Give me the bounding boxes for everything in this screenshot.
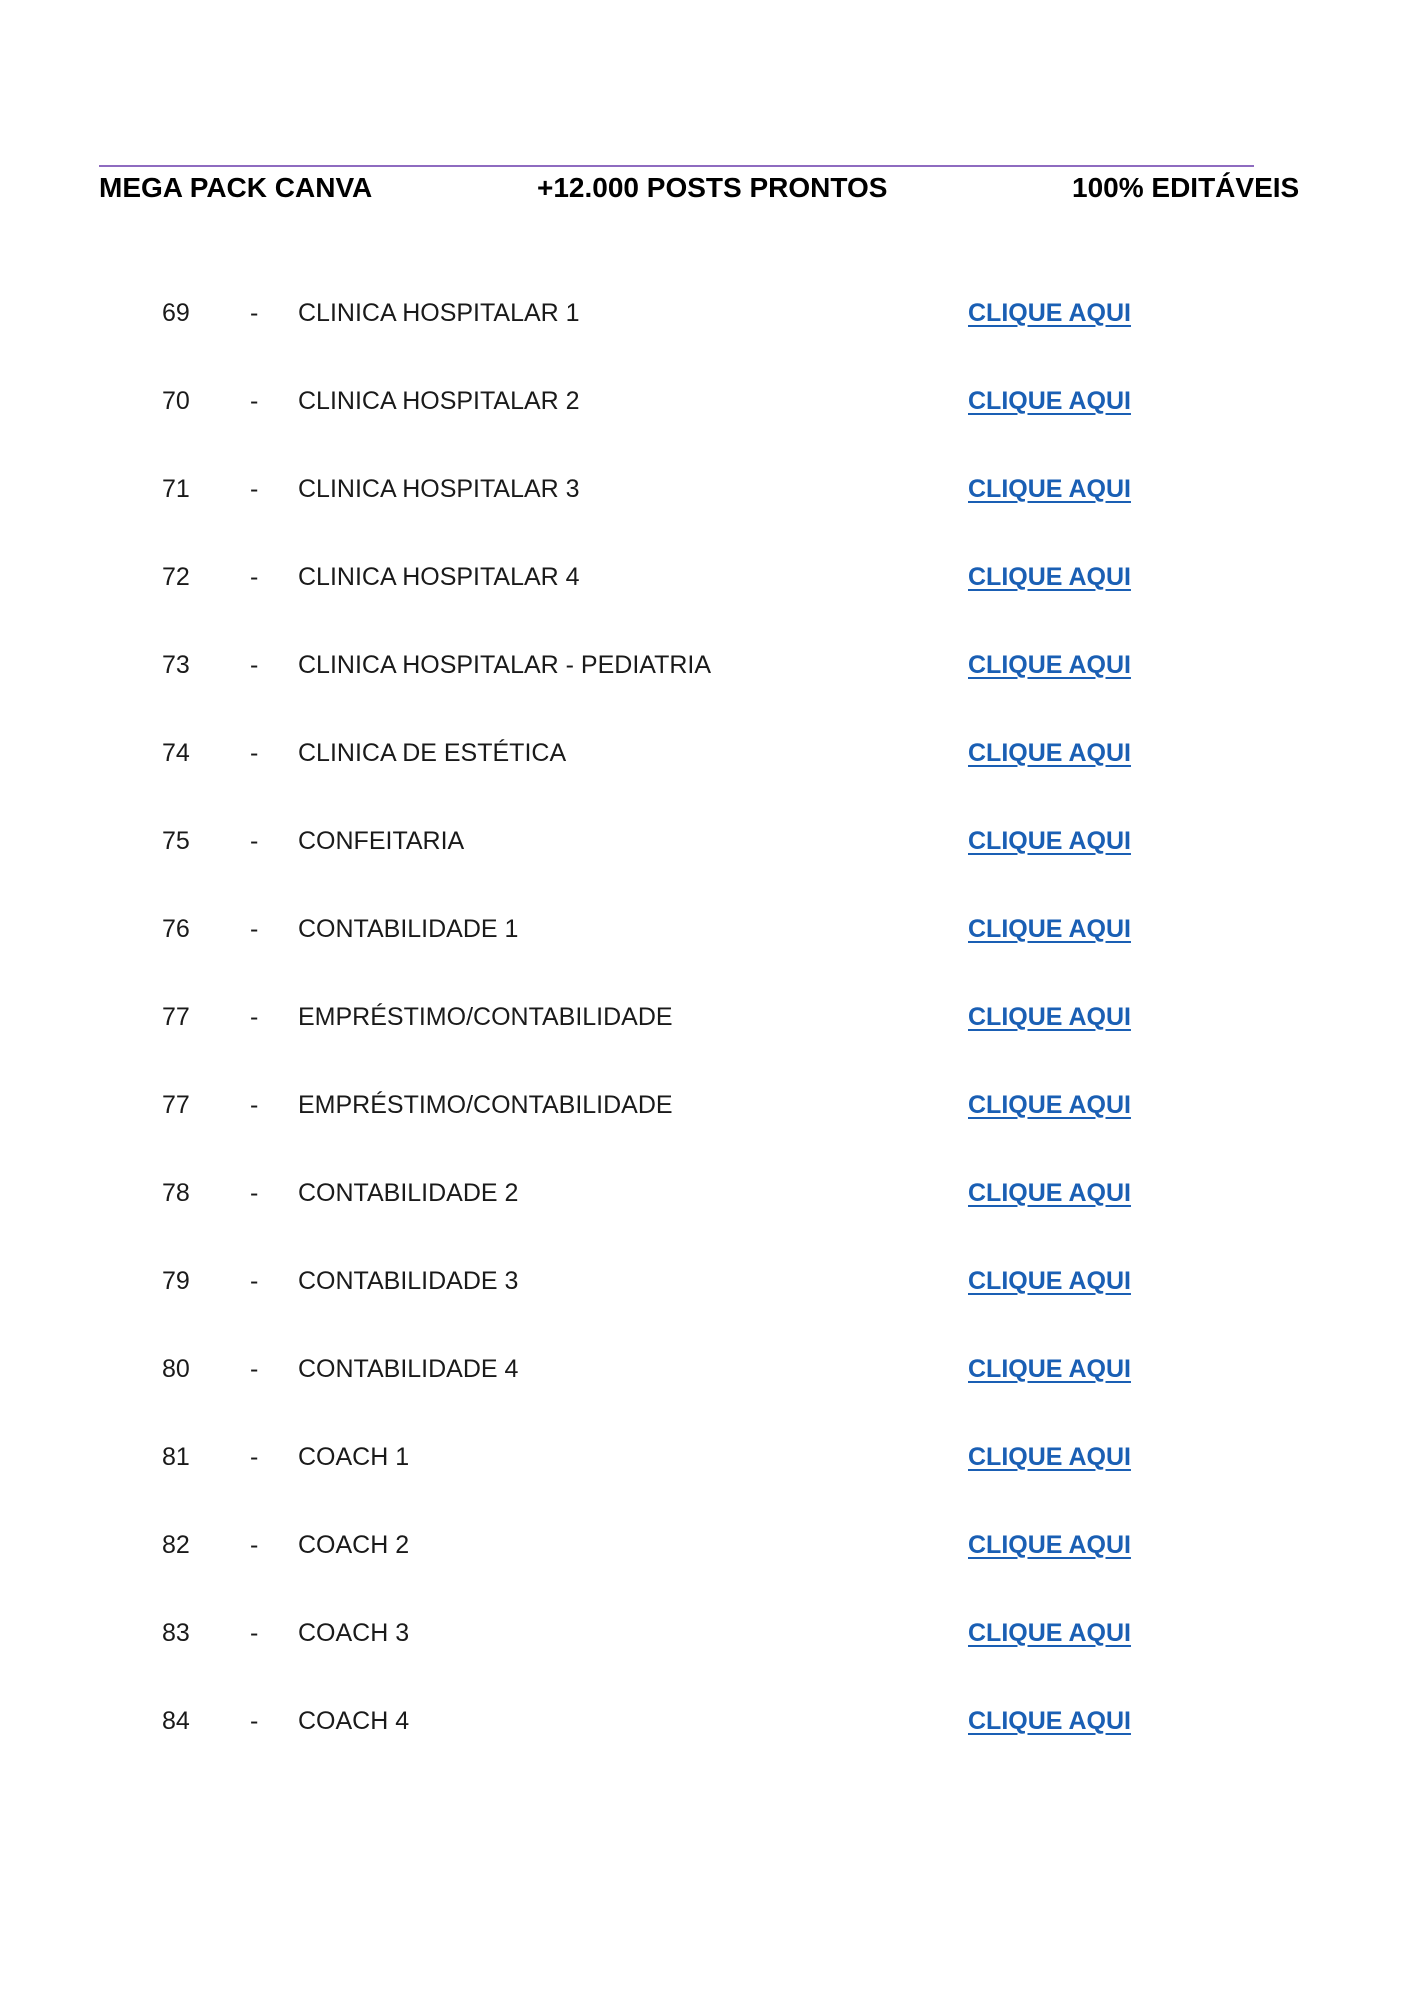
- item-separator: -: [250, 1443, 259, 1471]
- item-name: CONTABILIDADE 3: [298, 1267, 519, 1295]
- item-number: 84: [162, 1707, 190, 1735]
- click-here-link[interactable]: CLIQUE AQUI: [968, 299, 1131, 327]
- click-here-link[interactable]: CLIQUE AQUI: [968, 915, 1131, 943]
- list-item: [0, 475, 1414, 515]
- item-name: EMPRÉSTIMO/CONTABILIDADE: [298, 1091, 673, 1119]
- click-here-link[interactable]: CLIQUE AQUI: [968, 563, 1131, 591]
- click-here-link[interactable]: CLIQUE AQUI: [968, 1179, 1131, 1207]
- click-here-link[interactable]: CLIQUE AQUI: [968, 739, 1131, 767]
- item-number: 72: [162, 563, 190, 591]
- item-separator: -: [250, 1619, 259, 1647]
- item-number: 78: [162, 1179, 190, 1207]
- item-name: COACH 3: [298, 1619, 410, 1647]
- click-here-link[interactable]: CLIQUE AQUI: [968, 475, 1131, 503]
- list-item: [0, 1091, 1414, 1131]
- click-here-link[interactable]: CLIQUE AQUI: [968, 1531, 1131, 1559]
- item-name: COACH 1: [298, 1443, 410, 1471]
- item-separator: -: [250, 1179, 259, 1207]
- item-separator: -: [250, 563, 259, 591]
- item-separator: -: [250, 651, 259, 679]
- item-name: EMPRÉSTIMO/CONTABILIDADE: [298, 1003, 673, 1031]
- item-name: CONTABILIDADE 1: [298, 915, 519, 943]
- header-title-left: MEGA PACK CANVA: [99, 172, 373, 203]
- item-number: 77: [162, 1091, 190, 1119]
- list-item: [0, 915, 1414, 955]
- item-name: CLINICA HOSPITALAR 4: [298, 563, 580, 591]
- item-separator: -: [250, 299, 259, 327]
- item-number: 71: [162, 475, 190, 503]
- list-item: [0, 563, 1414, 603]
- click-here-link[interactable]: CLIQUE AQUI: [968, 1707, 1131, 1735]
- list-item: [0, 827, 1414, 867]
- item-number: 82: [162, 1531, 190, 1559]
- item-separator: -: [250, 1707, 259, 1735]
- item-name: CLINICA HOSPITALAR 2: [298, 387, 580, 415]
- item-name: COACH 4: [298, 1707, 410, 1735]
- item-separator: -: [250, 1531, 259, 1559]
- item-name: CLINICA HOSPITALAR 3: [298, 475, 580, 503]
- click-here-link[interactable]: CLIQUE AQUI: [968, 1443, 1131, 1471]
- list-item: [0, 1707, 1414, 1747]
- item-separator: -: [250, 827, 259, 855]
- click-here-link[interactable]: CLIQUE AQUI: [968, 1355, 1131, 1383]
- item-name: CLINICA HOSPITALAR 1: [298, 299, 580, 327]
- item-number: 73: [162, 651, 190, 679]
- item-number: 80: [162, 1355, 190, 1383]
- list-item: [0, 1619, 1414, 1659]
- list-item: [0, 1267, 1414, 1307]
- item-name: CONTABILIDADE 2: [298, 1179, 519, 1207]
- item-name: CLINICA HOSPITALAR - PEDIATRIA: [298, 651, 712, 679]
- item-number: 77: [162, 1003, 190, 1031]
- list-item: [0, 299, 1414, 339]
- list-item: [0, 651, 1414, 691]
- item-number: 81: [162, 1443, 190, 1471]
- item-number: 69: [162, 299, 190, 327]
- header-divider: [99, 165, 1254, 167]
- click-here-link[interactable]: CLIQUE AQUI: [968, 651, 1131, 679]
- item-separator: -: [250, 739, 259, 767]
- item-name: CLINICA DE ESTÉTICA: [298, 739, 567, 767]
- click-here-link[interactable]: CLIQUE AQUI: [968, 387, 1131, 415]
- item-name: COACH 2: [298, 1531, 410, 1559]
- header-title-right: 100% EDITÁVEIS: [1072, 172, 1300, 203]
- item-separator: -: [250, 915, 259, 943]
- click-here-link[interactable]: CLIQUE AQUI: [968, 1091, 1131, 1119]
- list-item: [0, 1531, 1414, 1571]
- item-number: 83: [162, 1619, 190, 1647]
- item-separator: -: [250, 475, 259, 503]
- list-item: [0, 1443, 1414, 1483]
- click-here-link[interactable]: CLIQUE AQUI: [968, 827, 1131, 855]
- page-header: [0, 172, 1414, 212]
- header-title-center: +12.000 POSTS PRONTOS: [537, 172, 888, 203]
- item-name: CONFEITARIA: [298, 827, 465, 855]
- item-number: 74: [162, 739, 190, 767]
- click-here-link[interactable]: CLIQUE AQUI: [968, 1003, 1131, 1031]
- item-number: 76: [162, 915, 190, 943]
- item-separator: -: [250, 387, 259, 415]
- item-number: 75: [162, 827, 190, 855]
- item-name: CONTABILIDADE 4: [298, 1355, 519, 1383]
- click-here-link[interactable]: CLIQUE AQUI: [968, 1267, 1131, 1295]
- item-separator: -: [250, 1091, 259, 1119]
- list-item: [0, 739, 1414, 779]
- click-here-link[interactable]: CLIQUE AQUI: [968, 1619, 1131, 1647]
- item-separator: -: [250, 1003, 259, 1031]
- item-number: 70: [162, 387, 190, 415]
- list-item: [0, 1355, 1414, 1395]
- list-item: [0, 1179, 1414, 1219]
- item-number: 79: [162, 1267, 190, 1295]
- list-item: [0, 1003, 1414, 1043]
- item-separator: -: [250, 1267, 259, 1295]
- item-separator: -: [250, 1355, 259, 1383]
- list-item: [0, 387, 1414, 427]
